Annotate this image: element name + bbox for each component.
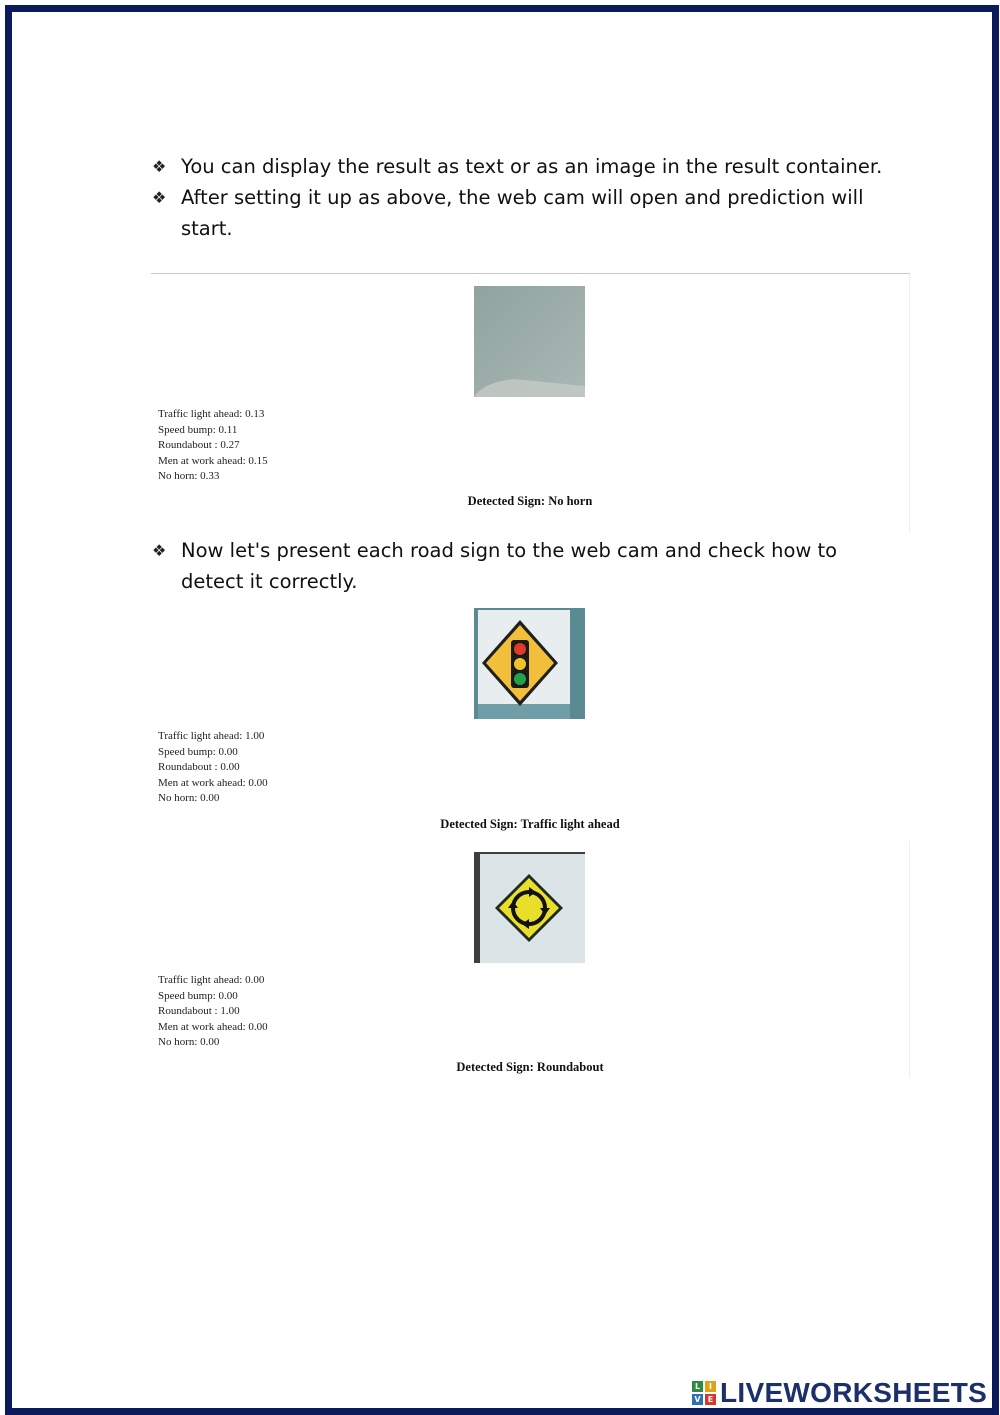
bullet-list-middle	[152, 535, 892, 597]
prob-men-at-work: Men at work ahead: 0.00	[158, 776, 268, 789]
bullet-text: After setting it up as above, the web cam will open and prediction will start.	[181, 186, 864, 240]
prob-roundabout: Roundabout : 1.00	[158, 1005, 240, 1017]
webcam-roundabout-sign	[474, 852, 585, 963]
detected-sign-label: Detected Sign: Roundabout	[456, 1060, 604, 1074]
logo-grid-icon: L I V E	[692, 1381, 716, 1405]
bullet-item	[152, 182, 892, 244]
result-panel-1	[151, 273, 910, 532]
bullet-item	[152, 535, 892, 597]
prob-roundabout: Roundabout : 0.00	[158, 761, 240, 773]
prob-speed-bump: Speed bump: 0.00	[158, 745, 238, 758]
bullet-item	[152, 151, 892, 182]
bullet-diamond-icon: ❖	[152, 157, 167, 176]
prob-traffic-light: Traffic light ahead: 0.13	[158, 408, 265, 420]
bullet-text: Now let's present each road sign to the web cam and check how to detect it correctly.	[181, 539, 838, 593]
webcam-traffic-light-sign	[474, 608, 585, 719]
prob-men-at-work: Men at work ahead: 0.15	[158, 454, 268, 467]
prob-traffic-light: Traffic light ahead: 0.00	[158, 974, 265, 986]
detected-sign-label: Detected Sign: No horn	[467, 494, 593, 508]
logo-text: LIVEWORKSHEETS	[720, 1377, 988, 1408]
bullet-diamond-icon: ❖	[152, 188, 167, 207]
probability-list	[158, 407, 268, 485]
prob-traffic-light: Traffic light ahead: 1.00	[158, 730, 265, 742]
prob-no-horn: No horn: 0.00	[158, 792, 220, 804]
bullet-text: You can display the result as text or as an image in the result container.	[181, 155, 883, 178]
result-panel-3	[151, 841, 910, 1078]
prob-speed-bump: Speed bump: 0.11	[158, 423, 238, 436]
bullet-diamond-icon: ❖	[152, 541, 167, 560]
prob-no-horn: No horn: 0.00	[158, 1036, 220, 1048]
result-panel-2	[151, 607, 909, 840]
probability-list	[158, 729, 268, 807]
webcam-preview-empty	[474, 286, 585, 397]
prob-speed-bump: Speed bump: 0.00	[158, 989, 238, 1002]
probability-list	[158, 973, 268, 1051]
prob-men-at-work: Men at work ahead: 0.00	[158, 1020, 268, 1033]
detected-sign-label: Detected Sign: Traffic light ahead	[440, 817, 620, 831]
liveworksheets-logo	[692, 1378, 987, 1408]
bullet-list-top	[152, 151, 892, 244]
prob-roundabout: Roundabout : 0.27	[158, 439, 240, 451]
prob-no-horn: No horn: 0.33	[158, 470, 220, 482]
